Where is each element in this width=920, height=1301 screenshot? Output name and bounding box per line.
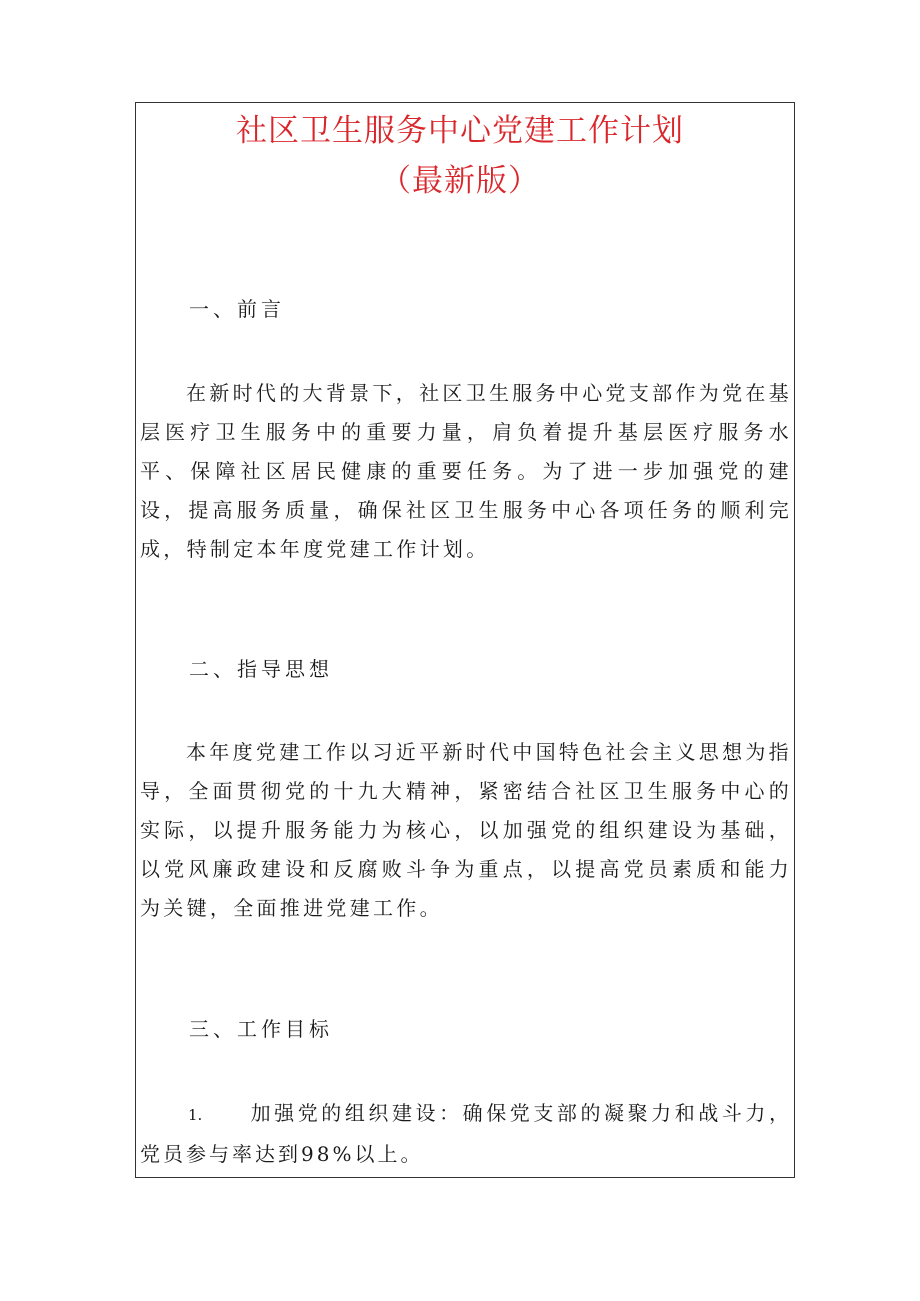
list-item-text: 加强党的组织建设：确保党支部的凝聚力和战斗力，党员参与率达到98%以上。 — [140, 1101, 792, 1166]
list-item — [140, 1094, 792, 1174]
section-heading-preface: 一、前言 — [189, 297, 285, 321]
section-paragraph-preface: 在新时代的大背景下，社区卫生服务中心党支部作为党在基层医疗卫生服务中的重要力量，肩负着提升基层医疗服务水平、保障社区居民健康的重要任务。为了进一步加强党的建设，提高服务质量，确保社区卫生服务中心各项任务的顺利完成，特制定本年度党建工作计划。 — [140, 381, 792, 561]
section-heading-work-goals: 三、工作目标 — [189, 1017, 333, 1041]
list-item-number: 1. — [188, 1106, 203, 1124]
document-subtitle: （最新版） — [380, 163, 540, 199]
section-heading-guiding-ideology: 二、指导思想 — [189, 657, 333, 681]
section-paragraph-guiding-ideology: 本年度党建工作以习近平新时代中国特色社会主义思想为指导，全面贯彻党的十九大精神，紧密结合社区卫生服务中心的实际，以提升服务能力为核心，以加强党的组织建设为基础，以党风廉政建设和反腐败斗争为重点，以提高党员素质和能力为关键，全面推进党建工作。 — [140, 740, 792, 920]
document-title: 社区卫生服务中心党建工作计划 — [236, 113, 684, 149]
